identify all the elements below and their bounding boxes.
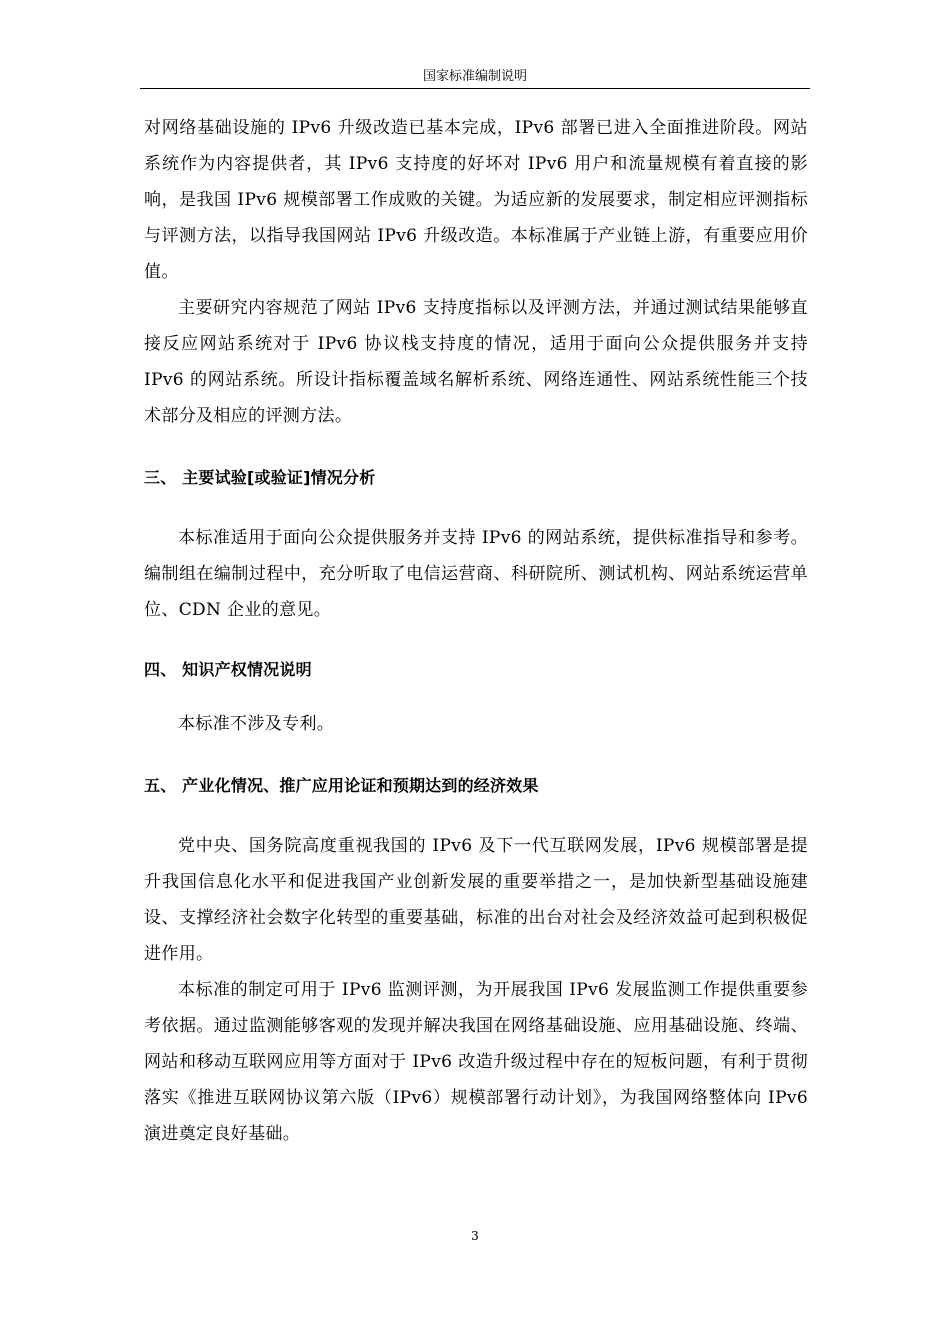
paragraph-applicability: 本标准适用于面向公众提供服务并支持 IPv6 的网站系统，提供标准指导和参考。编制组在编制过程中，充分听取了电信运营商、科研院所、测试机构、网站系统运营单位、CDN 企业的意见。 xyxy=(144,528,808,620)
running-header-title: 国家标准编制说明 xyxy=(422,69,527,84)
page-number: 3 xyxy=(471,1229,479,1243)
paragraph-monitoring-use: 本标准的制定可用于 IPv6 监测评测，为开展我国 IPv6 发展监测工作提供重要参考依据。通过监测能够客观的发现并解决我国在网络基础设施、应用基础设施、终端、网站和移动互联网应用等方面对于 IPv6 改造升级过程中存在的短板问题，有利于贯彻落实《推进互联网协议第六版（IPv6）规模部署行动计划》，为我国网络整体向 IPv6 演进奠定良好基础。 xyxy=(144,980,808,1144)
section-heading-industrialization: 五、 产业化情况、推广应用论证和预期达到的经济效果 xyxy=(144,776,539,795)
section-heading-ip: 四、 知识产权情况说明 xyxy=(144,660,312,679)
body-content xyxy=(144,110,808,1152)
paragraph-ipv6-infrastructure: 对网络基础设施的 IPv6 升级改造已基本完成，IPv6 部署已进入全面推进阶段。网站系统作为内容提供者，其 IPv6 支持度的好坏对 IPv6 用户和流量规模有着直接的影响，是我国 IPv6 规模部署工作成败的关键。为适应新的发展要求，制定相应评测指标与评测方法，以指导我国网站 IPv6 升级改造。本标准属于产业链上游，有重要应用价值。 xyxy=(144,118,808,282)
paragraph-no-patent: 本标准不涉及专利。 xyxy=(178,714,335,734)
paragraph-national-priority: 党中央、国务院高度重视我国的 IPv6 及下一代互联网发展，IPv6 规模部署是提升我国信息化水平和促进我国产业创新发展的重要举措之一，是加快新型基础设施建设、支撑经济社会数字化转型的重要基础，标准的出台对社会及经济效益可起到积极促进作用。 xyxy=(144,836,808,964)
paragraph-research-content: 主要研究内容规范了网站 IPv6 支持度指标以及评测方法，并通过测试结果能够直接反应网站系统对于 IPv6 协议栈支持度的情况，适用于面向公众提供服务并支持 IPv6 的网站系统。所设计指标覆盖域名解析系统、网络连通性、网站系统性能三个技术部分及相应的评测方法。 xyxy=(144,298,808,426)
header-rule xyxy=(140,88,810,89)
section-heading-verification: 三、 主要试验[或验证]情况分析 xyxy=(144,468,376,487)
